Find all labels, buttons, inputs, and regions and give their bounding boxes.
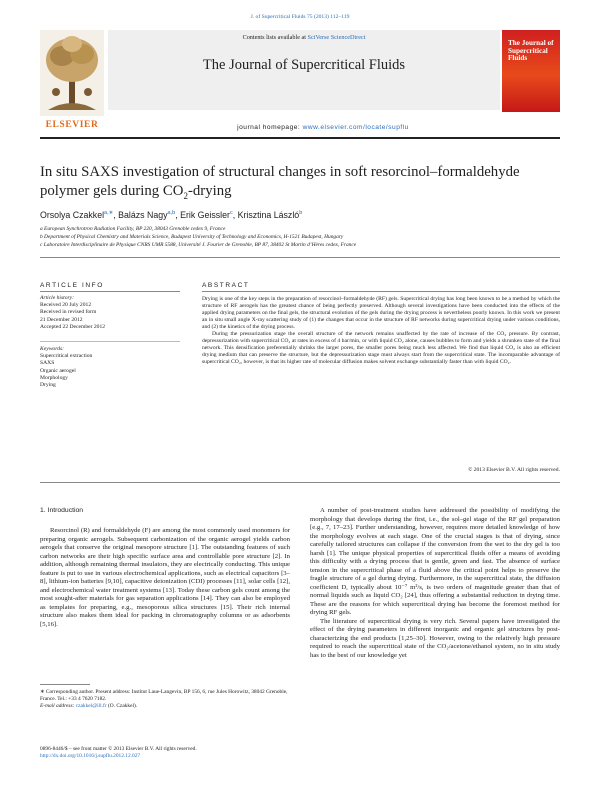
abstract-end-rule <box>40 482 560 483</box>
affiliation: a European Synchrotron Radiation Facility, BP 220, 38043 Grenoble cedex 9, France <box>40 226 226 232</box>
homepage-prefix: journal homepage: <box>237 124 303 131</box>
article-history: Article history: Received 20 July 2012 Received in revised form 21 December 2012 Accepted 22 December 2012 <box>40 295 106 330</box>
issn-doi <box>40 746 290 760</box>
author-list: Orsolya Czakkel$^{a,∗}$, Balázs Nagy$^{a,b}$, Erik Geissler$^c$, Krisztina László$^b$ <box>40 210 303 220</box>
abstract-heading: ABSTRACT <box>202 282 250 289</box>
journal-citation[interactable]: J. of Supercritical Fluids 75 (2013) 112–119 <box>250 14 350 20</box>
author[interactable]: Erik Geissler <box>180 210 230 220</box>
author[interactable]: Krisztina László <box>237 210 300 220</box>
journal-title: The Journal of Supercritical Fluids <box>202 57 406 73</box>
elsevier-tree-icon <box>40 30 104 116</box>
title-line-2: polymer gels during $CO_2$-drying <box>40 183 232 201</box>
left-column <box>40 527 290 629</box>
abstract-paragraph: Drying is one of the key steps in the preparation of resorcinol–formaldehyde (RF) gels. Supercritical drying has long been known to be a method by which the structure of RF aerogels has the greatest chance of being perfectly preserved. Although several investigations have been conducted into the effects of the applied drying parameters on the final gels, the structural evolution of the gels during the drying process is nevertheless poorly known. In this work we present an in situ small angle X-ray scattering study of (1) the changes that occur in the structure of RF networks during supercritical drying under various conditions, and (2) the kinetics of the drying process. <box>202 296 560 331</box>
title-line-1: In situ SAXS investigation of structural changes in soft resorcinol–formaldehyde <box>40 164 520 180</box>
article-info-rule <box>40 291 180 292</box>
body-paragraph: Resorcinol (R) and formaldehyde (F) are among the most commonly used monomers for preparing organic aerogels. Subsequent carbonization of the organic aerogel yields carbon aerogels that conserve the original mesopore structure [1]. The outstanding features of such carbon networks are their high specific surface area and controllable pore structure [2]. In addition, although remaining thermal insulators, they are electrically conducting. This unique feature is put to use in various electrochemical applications, such as electrical capacitors [3–8], lithium-ion batteries [9,10], capacitive deionization (CDI) processes [11], solar cells [12], and electrochemical water treatment systems [13]. Today these carbon gels count among the most sought-after materials for gas separation applications [14]. They can also be employed as templates for preparing, e.g., mesoporous silica structures [15]. Their rich internal structure also makes them ideal for packing in chromatography columns or as adsorbents [5,16]. <box>40 527 290 628</box>
abstract-rule <box>202 291 560 292</box>
journal-cover-title: The Journal of Supercritical Fluids <box>508 39 554 63</box>
section-heading: 1. Introduction <box>40 507 84 514</box>
body-paragraph: The literature of supercritical drying is very rich. Several papers have investigated the effect of the drying parameters in different inorganic and organic gel structures by post-characterizing the end products [1,25–30]. However, owing to the relatively high pressure required to reach the supercritical state of the CO₂/acetone/ethanol system, no in situ study has to the best of our knowledge yet <box>310 617 560 659</box>
contents-line <box>108 34 500 41</box>
email-link[interactable]: czakkel@ill.fr <box>75 703 107 709</box>
body-paragraph: A number of post-treatment studies have addressed the possibility of modifying the morphology that develops during the first, i.e., the sol–gel stage of the RF gel preparation [e.g., 7, 17–23]. Further understanding, however, requires more detailed knowledge of how the morphology evolves at each stage. One of the crucial stages is that of drying, since carefully tailored structures can collapse if the conversion from the wet to the dry gel is too harsh [1]. The unique physical properties of supercritical fluids offer a means of avoiding this difficulty with a drying process that is gentle, green and fast. The absence of surface tension in the supercritical phase of a fluid above the critical point helps to preserve the fragile structure of a gel during drying. Furthermore, in the supercritical state, the diffusion coefficient D, typically about 10⁻⁷ m²/s, is two orders of magnitude greater than that of normal liquids such as liquid CO₂ [24], thus offering a substantial reduction in drying time. These are the reasons for which supercritical drying has become the foremost method for drying RF gels. <box>310 507 560 616</box>
article-title <box>40 163 560 206</box>
footnote-rule <box>40 684 90 685</box>
header-rule <box>40 137 560 139</box>
issn: 0896-8446/$ – see front matter © 2013 Elsevier B.V. All rights reserved. <box>40 746 197 752</box>
sciencedirect-link[interactable]: SciVerse ScienceDirect <box>307 34 366 41</box>
corresponding-author-note: ∗ Corresponding author. Present address: Institut Laue-Langevin, BP 156, 6, rue Jules Horowitz, 38042 Grenoble, France. Tel.: +33 4 7620 7182. E-mail address: czakkel@ill.fr (O. Czakkel). <box>40 689 288 709</box>
contents-prefix: Contents lists available at <box>242 34 308 41</box>
homepage-link[interactable]: www.elsevier.com/locate/supflu <box>302 124 409 131</box>
affiliation: b Department of Physical Chemistry and Materials Science, Budapest University of Technology and Economics, H-1521 Budapest, Hungary <box>40 234 344 240</box>
author[interactable]: Balázs Nagy <box>118 210 168 220</box>
article-info-heading: ARTICLE INFO <box>40 282 104 289</box>
affiliation-rule <box>40 257 560 258</box>
affiliation: c Laboratoire Interdisciplinaire de Physique CNRS UMR 5588, Université J. Fourier de Grenoble, BP 87, 38402 St Martin d’Hères cedex, France <box>40 242 357 248</box>
copyright: © 2013 Elsevier B.V. All rights reserved. <box>468 467 560 473</box>
author[interactable]: Orsolya Czakkel <box>40 210 105 220</box>
elsevier-logo <box>40 30 104 116</box>
publisher-name: ELSEVIER <box>45 120 99 130</box>
journal-homepage <box>148 124 498 131</box>
doi-link[interactable]: http://dx.doi.org/10.1016/j.supflu.2012.12.027 <box>40 753 141 759</box>
right-column <box>310 507 560 660</box>
abstract-text <box>202 296 560 366</box>
abstract-paragraph: During the pressurization stage the overall structure of the network remains unaffected by the rate of increase of the CO₂ pressure. By contrast, depressurization with supercritical CO₂ at rates in excess of 4 bar/min, or with liquid CO₂ alone, causes bubbles to form and yields a shrunken state of the final network. This densification preferentially shrinks the larger pores, the smaller pores being much less affected. We find that liquid CO₂ is also an efficient drying medium that can preserve the structure, but the depressurization stage must always start from the supercritical state. The incomparable advantage of supercritical CO₂, however, is that its higher rate of molecular diffusion makes solvent exchange substantially faster than with liquid CO₂. <box>202 331 560 366</box>
keywords: Keywords: Supercritical extraction SAXS Organic aerogel Morphology Drying <box>40 346 93 389</box>
keywords-rule <box>40 341 180 342</box>
